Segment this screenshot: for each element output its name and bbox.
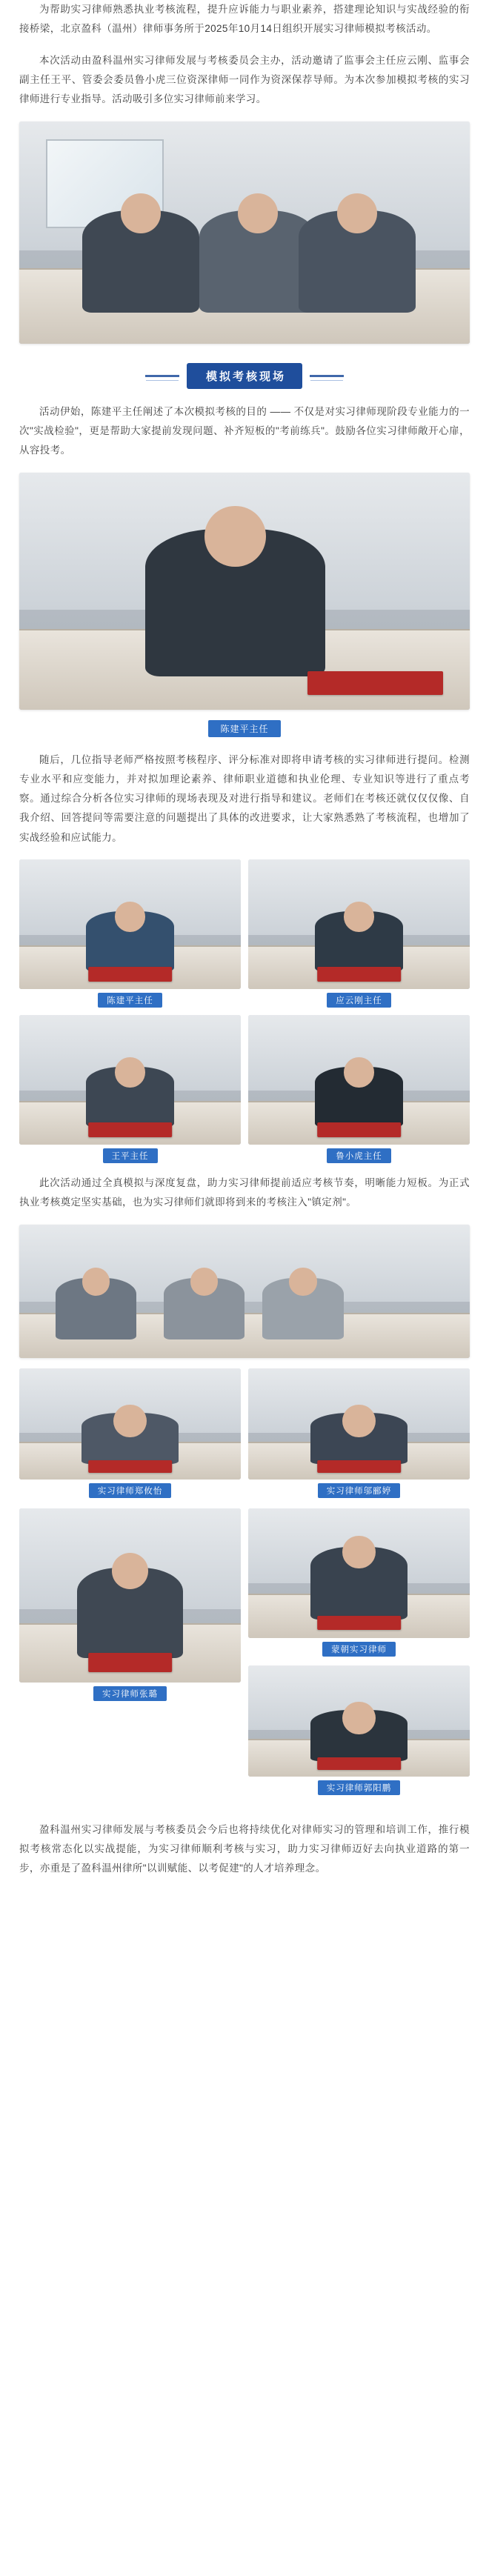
photo-person-head [204,506,266,568]
closing-paragraph: 盈科温州实习律师发展与考核委员会今后也将持续优化对律师实习的管理和培训工作，推行模拟考核常态化以实战提能，为实习律师顺利考核与实习，助力实习律师迈好去向执业道路的第一步，亦重是了盈科温州律所"以训赋能、以考促建"的人才培养理念。 [19,1823,470,1874]
photo-person-head [337,193,377,233]
intro-paragraph-2: 本次活动由盈科温州实习律师发展与考核委员会主办，活动邀请了监事会主任应云刚、监事会副主任王平、管委会委员鲁小虎三位资深律师一同作为资深保荐导师。为本次参加模拟考核的实习律师进行专业指导。活动吸引多位实习律师前来学习。 [19,54,470,105]
trainee-photo [19,1368,241,1480]
photo-person [145,529,325,676]
photo-person-head [342,1405,376,1438]
leader-cell [248,859,470,1008]
photo-person-head [342,1536,376,1569]
photo-person [315,1067,404,1127]
leader-photo [248,859,470,989]
staggered-photo-grid [0,1508,489,1795]
photo-person [82,1413,179,1464]
photo-person-head [115,902,145,932]
photo-person [77,1568,184,1658]
photo-person-head [113,1405,147,1438]
body-paragraph-2: 随后，几位指导老师严格按照考核程序、评分标准对即将申请考核的实习律师进行提问。检测专业水平和应变能力，并对拟加理论素养、律师职业道德和执业伦理、专业知识等进行了重点考察。通过综合分析各位实习律师的现场表现及对进行指导和建议。老师们在考核还就仅仅仅像、自我介绍、回答提问等需要注意的问题提出了具体的改进要求，让大家熟悉熟了考核流程，也增加了实战经验和应试能力。 [19,753,470,843]
photo-person-head [289,1268,316,1295]
photo-caption: 蒙朝实习律师 [322,1642,396,1657]
photo-caption: 鲁小虎主任 [327,1148,391,1163]
nameplate-icon [317,1757,402,1770]
leader-photo [248,1015,470,1145]
photo-person-head [190,1268,218,1295]
photo-person-head [121,193,161,233]
trainee-photo [19,1508,241,1683]
leader-photo [19,859,241,989]
photo-person [56,1278,136,1339]
chen-jianping-photo [19,473,470,710]
nameplate-icon [317,1616,402,1630]
heading-bar-left-icon [145,375,179,377]
trainee-photo [248,1508,470,1638]
section-heading [0,363,489,389]
intro-paragraph-1: 为帮助实习律师熟悉执业考核流程，提升应诉能力与职业素养，搭建理论知识与实战经验的衔接桥梁，北京盈科（温州）律师事务所于2025年10月14日组织开展实习律师模拟考核活动。 [19,4,470,35]
photo-caption: 实习律师张璐 [93,1686,167,1701]
photo-caption: 实习律师邬郦婷 [318,1483,401,1498]
photo-person [86,1067,175,1127]
body-paragraph-1: 活动伊始，陈建平主任阐述了本次模拟考核的目的 —— 不仅是对实习律师现阶段专业能力的一次"实战检验"，更是帮助大家提前发现问题、补齐短板的"考前练兵"。鼓励各位实习律师敞开心扉，从容投考。 [19,405,470,456]
photo-person-head [238,193,278,233]
photo-person [82,210,199,313]
meeting-room-photo [19,122,470,344]
caption-wrap [0,720,489,737]
photo-person [262,1278,343,1339]
leader-photo [19,1015,241,1145]
photo-caption: 实习律师郑攸怡 [89,1483,172,1498]
photo-person [315,911,404,971]
photo-caption: 实习律师郭阳鹏 [318,1780,401,1795]
nameplate-icon [317,1122,402,1136]
heading-bar-right-icon [310,375,344,377]
nameplate-icon [317,1460,402,1473]
leader-cell [19,859,241,1008]
trainee-cell [248,1368,470,1498]
trainee-cell-stack [248,1508,470,1795]
trainee-cell [19,1368,241,1498]
photo-person [299,210,416,313]
photo-person-head [344,1057,374,1088]
photo-person [86,911,175,971]
leaders-photo-grid [0,859,489,1163]
nameplate-icon [307,671,442,695]
nameplate-icon [88,1122,173,1136]
leader-cell [248,1015,470,1163]
photo-person [310,1547,408,1620]
photo-person-head [112,1553,148,1589]
trainee-photo [248,1665,470,1777]
photo-person-head [115,1057,145,1088]
nameplate-icon [88,967,173,981]
section-title: 模拟考核现场 [187,363,302,389]
trainee-photo-grid [0,1368,489,1498]
nameplate-icon [88,1460,173,1473]
trainee-cell [19,1508,241,1701]
nameplate-icon [88,1653,173,1672]
spacer [0,1805,489,1813]
photo-person-head [342,1702,376,1735]
leader-cell [19,1015,241,1163]
photo-caption: 王平主任 [103,1148,158,1163]
photo-person [164,1278,245,1339]
nameplate-icon [317,967,402,981]
photo-caption: 陈建平主任 [208,720,280,737]
trainee-photo [248,1368,470,1480]
photo-person-head [82,1268,110,1295]
body-paragraph-3: 此次活动通过全真模拟与深度复盘，助力实习律师提前适应考核节奏，明晰能力短板。为正式执业考核奠定坚实基础，也为实习律师们就即将到来的考核注入"镇定剂"。 [19,1177,470,1208]
audience-photo [19,1225,470,1358]
photo-person-head [344,902,374,932]
photo-person [310,1710,408,1761]
photo-caption: 陈建平主任 [98,993,162,1008]
photo-caption: 应云刚主任 [327,993,391,1008]
photo-person [310,1413,408,1464]
